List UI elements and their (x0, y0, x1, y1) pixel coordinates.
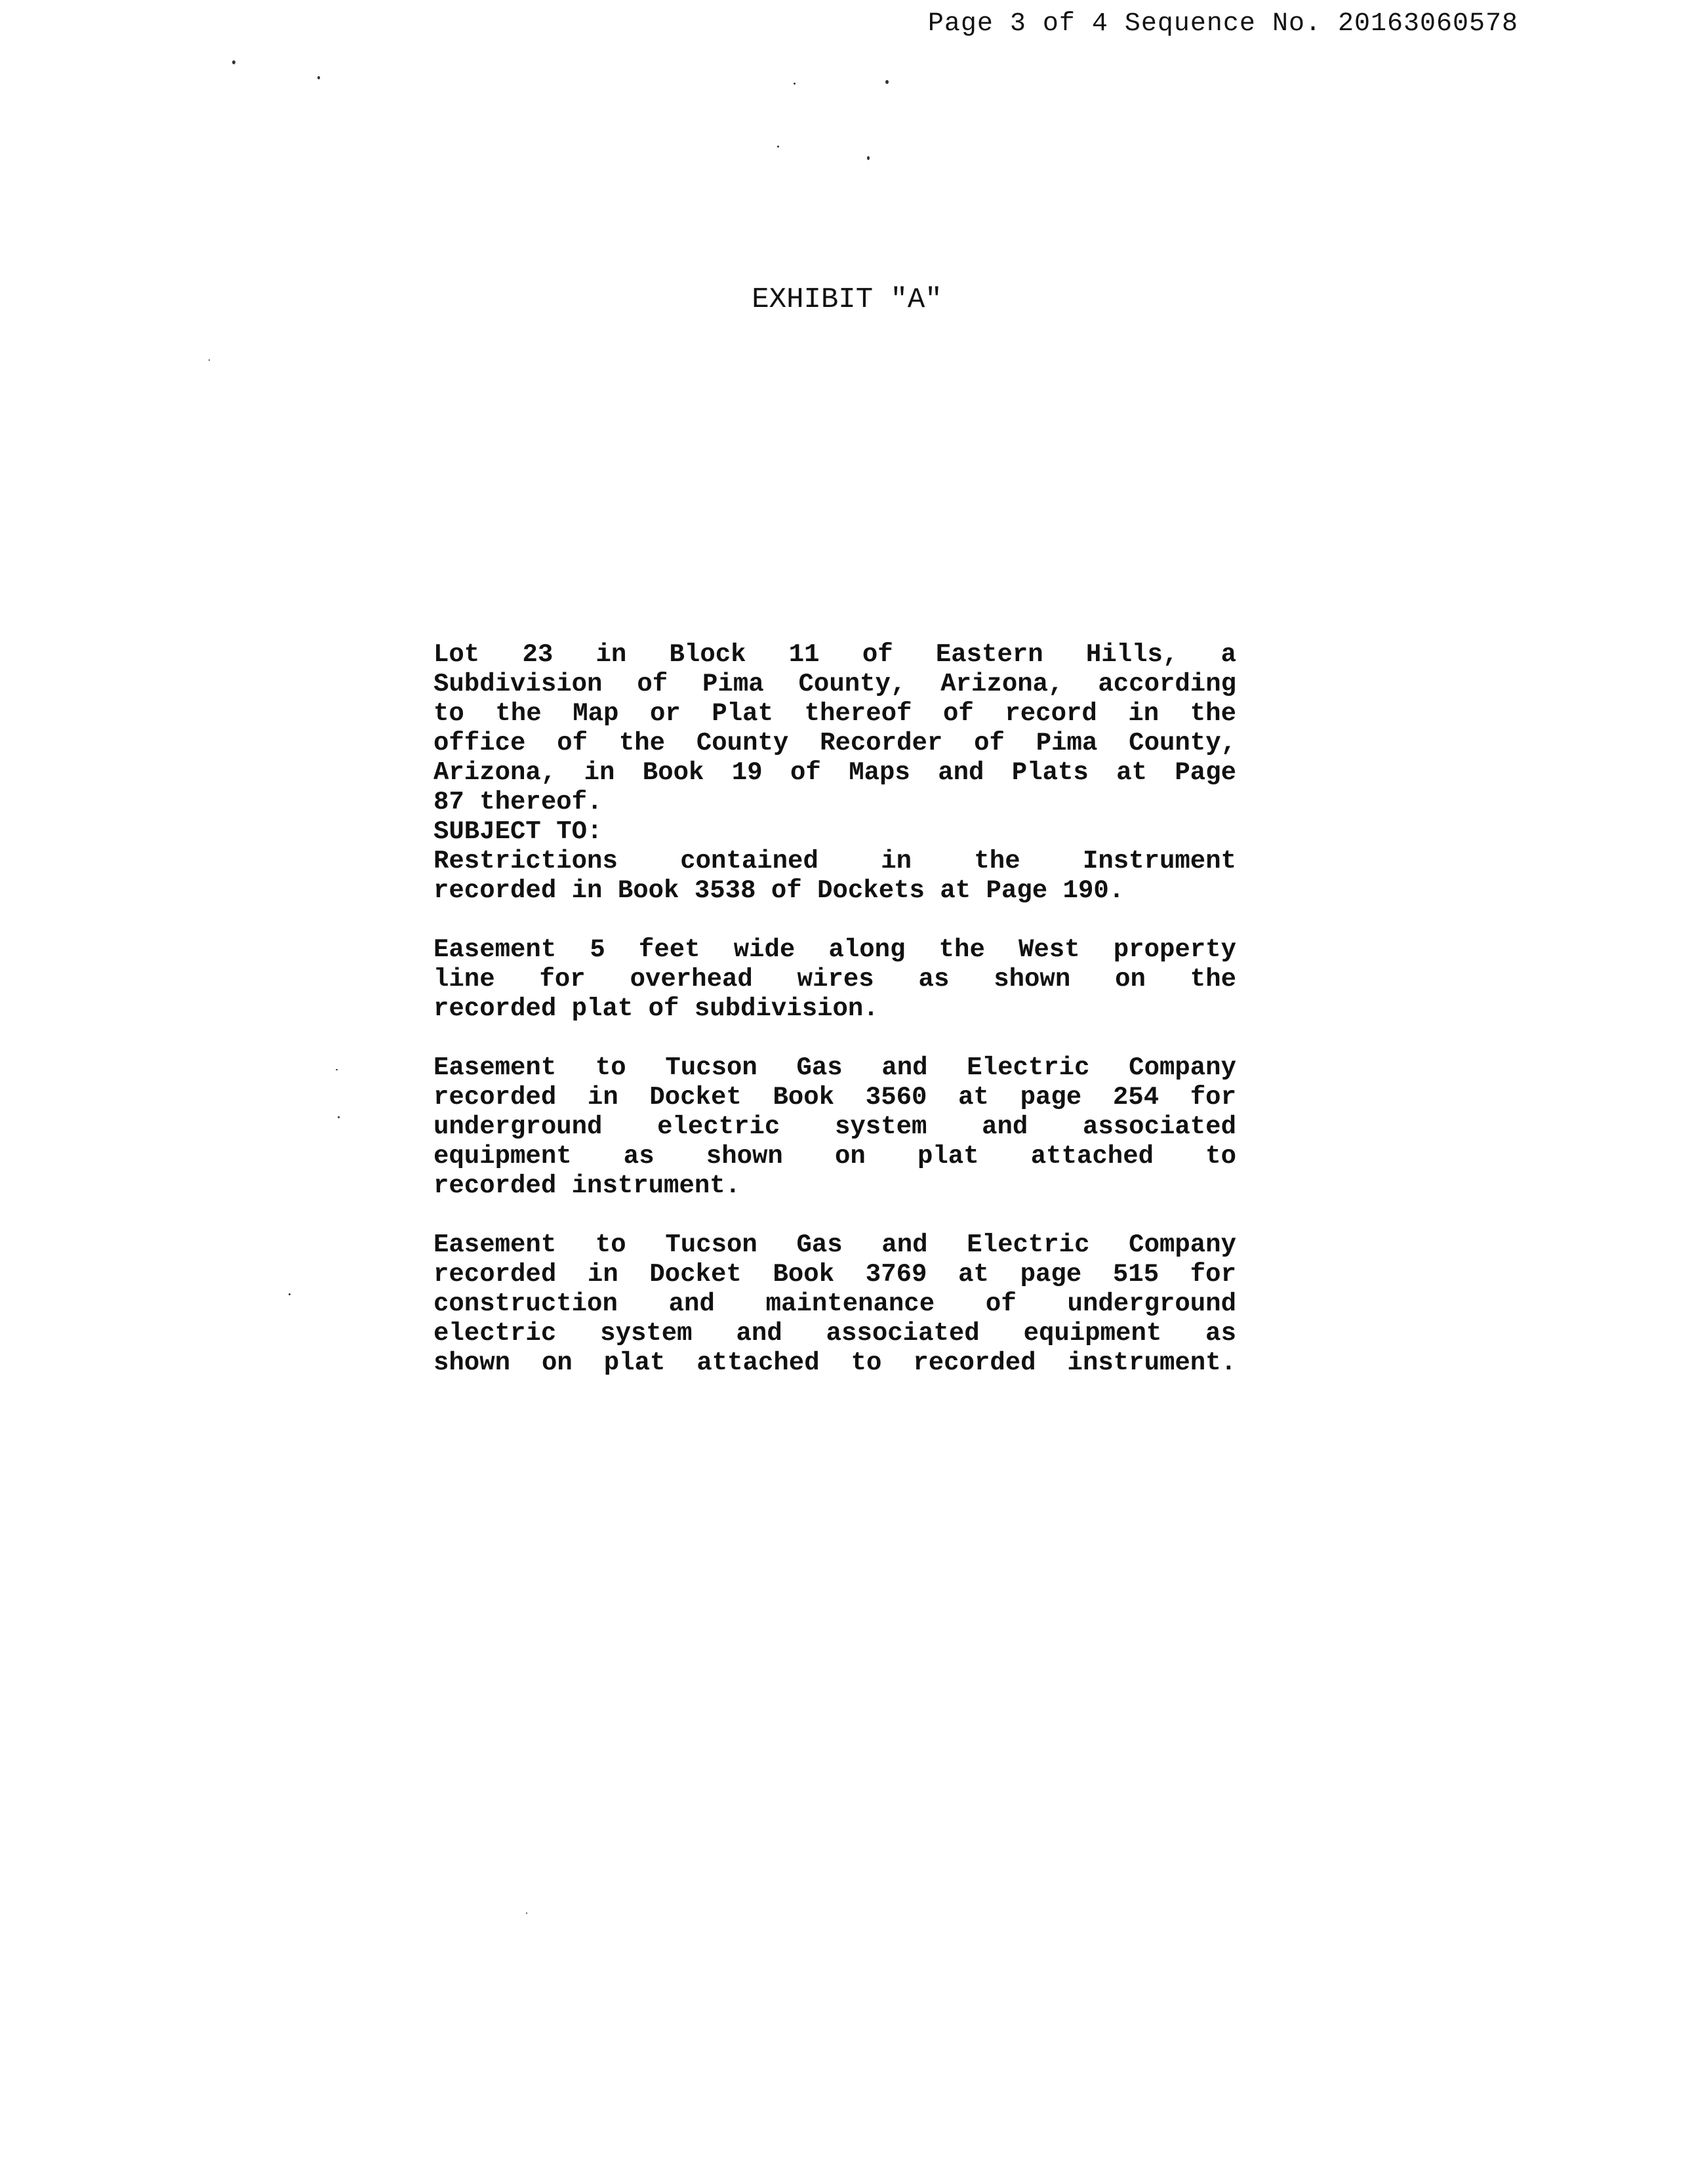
easement-line: equipment as shown on plat attached to (434, 1142, 1236, 1171)
easement-line: underground electric system and associated (434, 1112, 1236, 1141)
scan-speck (867, 156, 870, 160)
easement-line: line for overhead wires as shown on the (434, 965, 1236, 994)
lot-description-line: Arizona, in Book 19 of Maps and Plats at Page (434, 758, 1236, 787)
scan-speck (794, 83, 796, 85)
subject-to-heading: SUBJECT TO: (434, 817, 603, 846)
restrictions-line: recorded in Book 3538 of Dockets at Page 190. (434, 876, 1125, 905)
easement-line: recorded instrument. (434, 1171, 741, 1200)
easement-line: shown on plat attached to recorded instrument. (434, 1348, 1236, 1377)
restrictions-line: Restrictions contained in the Instrument (434, 847, 1236, 876)
lot-description-line: Lot 23 in Block 11 of Eastern Hills, a (434, 640, 1236, 669)
scan-speck (209, 359, 210, 361)
lot-description-paragraph (434, 640, 1236, 847)
easement-line: recorded in Docket Book 3560 at page 254 for (434, 1083, 1236, 1112)
scan-speck (526, 1912, 527, 1914)
scan-speck (336, 1069, 338, 1070)
page-sequence-header: Page 3 of 4 Sequence No. 20163060578 (927, 9, 1518, 39)
lot-description-line: Subdivision of Pima County, Arizona, according (434, 670, 1236, 698)
scan-speck (317, 76, 320, 79)
restrictions-paragraph (434, 847, 1236, 906)
easement-docket-3769-paragraph (434, 1230, 1236, 1378)
easement-line: construction and maintenance of underground (434, 1289, 1236, 1318)
lot-description-line: to the Map or Plat thereof of record in the (434, 699, 1236, 728)
easement-docket-3560-paragraph (434, 1053, 1236, 1201)
scan-speck (232, 60, 235, 64)
easement-overhead-wires-paragraph (434, 935, 1236, 1024)
scan-speck (289, 1293, 291, 1295)
scan-speck (885, 80, 889, 84)
easement-line: Easement to Tucson Gas and Electric Company (434, 1053, 1236, 1082)
easement-line: recorded plat of subdivision. (434, 994, 879, 1023)
lot-description-line: 87 thereof. (434, 788, 603, 817)
exhibit-title: EXHIBIT "A" (752, 283, 942, 316)
easement-line: electric system and associated equipment as (434, 1319, 1236, 1348)
scan-speck (338, 1116, 340, 1118)
easement-line: recorded in Docket Book 3769 at page 515 for (434, 1260, 1236, 1289)
legal-description-block (434, 640, 1236, 1407)
lot-description-line: office of the County Recorder of Pima County, (434, 729, 1236, 758)
easement-line: Easement 5 feet wide along the West property (434, 935, 1236, 964)
scan-speck (777, 146, 779, 148)
easement-line: Easement to Tucson Gas and Electric Company (434, 1230, 1236, 1259)
